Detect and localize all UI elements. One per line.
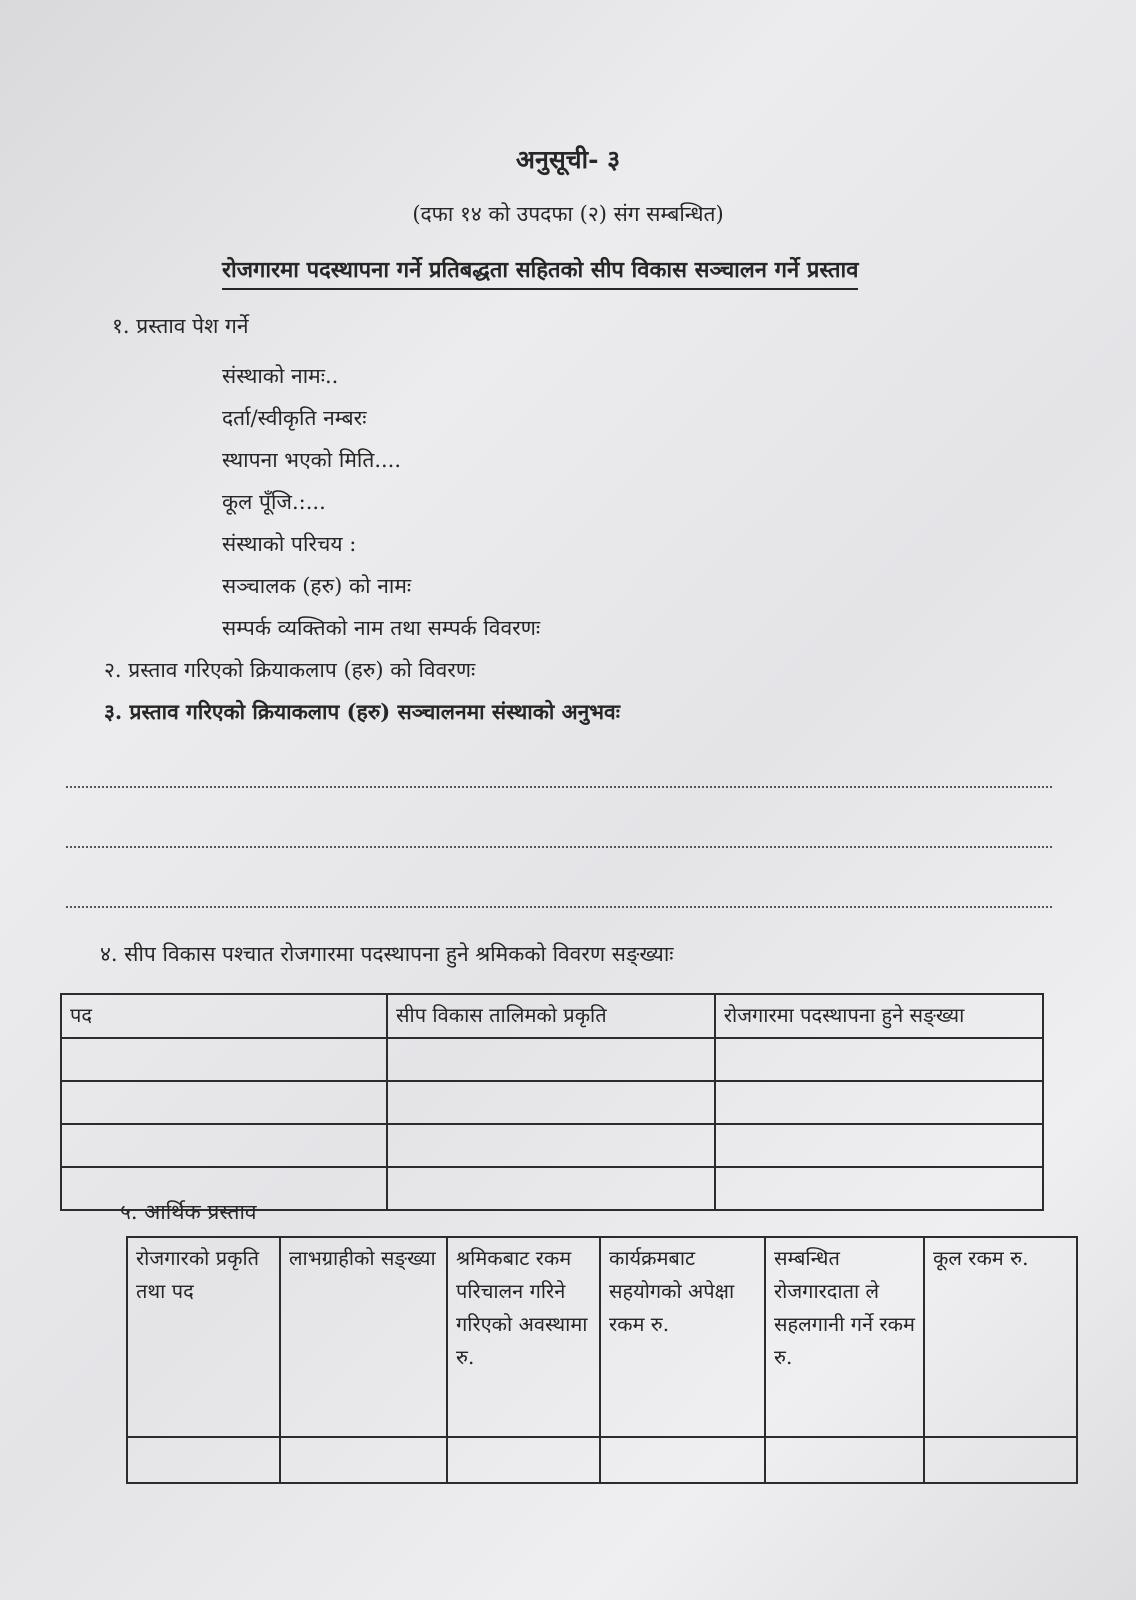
table-cell <box>387 1081 715 1124</box>
document-heading: रोजगारमा पदस्थापना गर्ने प्रतिबद्धता सहितको सीप विकास सञ्चालन गर्ने प्रस्ताव <box>222 254 858 290</box>
section-1-label: १. प्रस्ताव पेश गर्ने <box>112 314 249 338</box>
table-header-cell: कार्यक्रमबाट सहयोगको अपेक्षा रकम रु. <box>600 1237 765 1437</box>
table-header-cell: सीप विकास तालिमको प्रकृति <box>387 994 715 1038</box>
table-row <box>61 1124 1043 1167</box>
table-row <box>127 1437 1077 1483</box>
field-total-capital: कूल पूँजि.:... <box>222 490 326 514</box>
section-3-label: ३. प्रस्ताव गरिएको क्रियाकलाप (हरु) सञ्चालनमा संस्थाको अनुभवः <box>104 699 620 724</box>
table-cell <box>765 1437 924 1483</box>
financial-proposal-table <box>126 1236 1078 1484</box>
field-contact-person: सम्पर्क व्यक्तिको नाम तथा सम्पर्क विवरणः <box>222 616 541 640</box>
table-cell <box>715 1167 1043 1210</box>
table-cell <box>61 1081 387 1124</box>
table-header-cell: लाभग्राहीको सङ्ख्या <box>280 1237 447 1437</box>
field-established-date: स्थापना भएको मिति.... <box>222 448 402 472</box>
placement-table <box>60 993 1044 1211</box>
table-cell <box>600 1437 765 1483</box>
table-cell <box>715 1038 1043 1081</box>
table-header-cell: पद <box>61 994 387 1038</box>
field-directors-names: सञ्चालक (हरु) को नामः <box>222 574 412 598</box>
table-cell <box>447 1437 600 1483</box>
table-header-cell: सम्बन्धित रोजगारदाता ले सहलगानी गर्ने रकम रु. <box>765 1237 924 1437</box>
section-5-label: ५. आर्थिक प्रस्ताव <box>120 1200 257 1224</box>
table-header-cell: रोजगारको प्रकृति तथा पद <box>127 1237 280 1437</box>
document-title: अनुसूची- ३ <box>515 145 621 174</box>
table-header-row <box>61 994 1043 1038</box>
table-cell <box>61 1038 387 1081</box>
table-cell <box>715 1124 1043 1167</box>
table-cell <box>715 1081 1043 1124</box>
table-cell <box>387 1124 715 1167</box>
field-organization-intro: संस्थाको परिचय : <box>222 532 357 556</box>
document-subtitle: (दफा १४ को उपदफा (२) संग सम्बन्धित) <box>412 202 724 226</box>
table-header-cell: रोजगारमा पदस्थापना हुने सङ्ख्या <box>715 994 1043 1038</box>
dotted-line <box>66 906 1052 908</box>
table-cell <box>127 1437 280 1483</box>
table-cell <box>387 1167 715 1210</box>
table-cell <box>280 1437 447 1483</box>
table-header-row <box>127 1237 1077 1437</box>
dotted-line <box>66 786 1052 788</box>
table-cell <box>924 1437 1077 1483</box>
table-row <box>61 1081 1043 1124</box>
table-header-cell: श्रमिकबाट रकम परिचालन गरिने गरिएको अवस्थामा रु. <box>447 1237 600 1437</box>
table-header-cell: कूल रकम रु. <box>924 1237 1077 1437</box>
section-4-label: ४. सीप विकास पश्चात रोजगारमा पदस्थापना हुने श्रमिकको विवरण सङ्ख्याः <box>100 942 674 966</box>
field-organization-name: संस्थाको नामः.. <box>222 364 339 388</box>
table-cell <box>61 1124 387 1167</box>
section-2-label: २. प्रस्ताव गरिएको क्रियाकलाप (हरु) को विवरणः <box>104 658 476 682</box>
table-cell <box>387 1038 715 1081</box>
dotted-line <box>66 846 1052 848</box>
table-row <box>61 1038 1043 1081</box>
field-registration-number: दर्ता/स्वीकृति नम्बरः <box>222 406 367 430</box>
